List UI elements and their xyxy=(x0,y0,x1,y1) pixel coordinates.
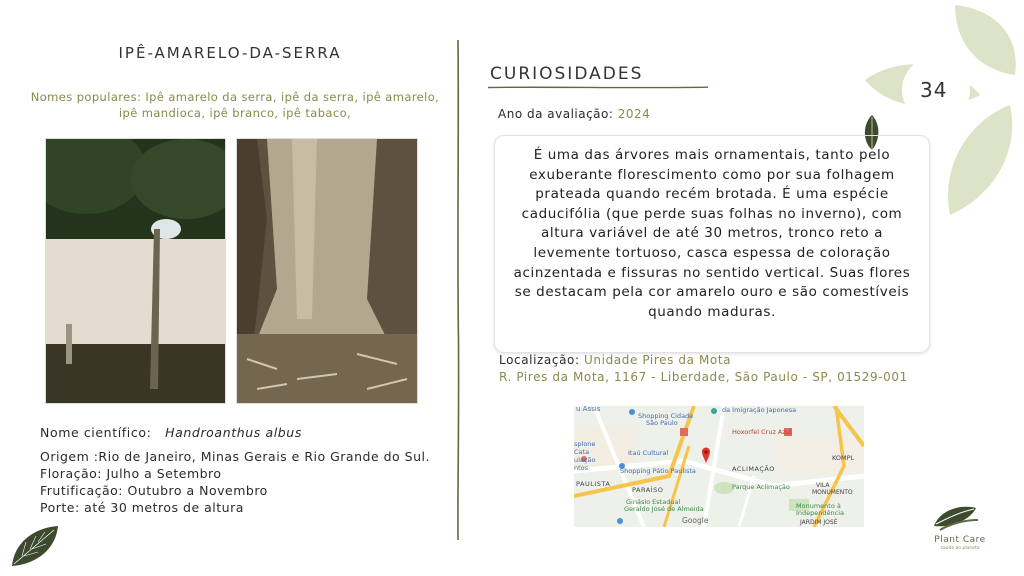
logo-tagline: saúde ao planeta xyxy=(940,546,980,551)
map-label: Monumento à xyxy=(796,502,841,510)
map-label: Shopping Pátio Paulista xyxy=(620,467,696,475)
plant-care-logo xyxy=(930,502,980,534)
google-logo: Google xyxy=(682,516,709,525)
evaluation-year xyxy=(498,107,650,121)
map-label: KOMPL xyxy=(832,454,855,462)
address: R. Pires da Mota, 1167 - Liberdade, São Paulo - SP, 01529-001 xyxy=(499,370,908,384)
description-box xyxy=(494,135,930,353)
map-label: u Assis xyxy=(576,406,601,413)
map-label: Shopping Cidade xyxy=(638,412,694,420)
trunk-photo xyxy=(236,138,418,404)
page-number: 34 xyxy=(920,78,948,102)
origin: Origem :Rio de Janeiro, Minas Gerais e Rio Grande do Sul. xyxy=(40,449,430,464)
map-label: VILA xyxy=(816,482,830,489)
scientific-name: Handroanthus albus xyxy=(165,425,302,440)
size: Porte: até 30 metros de altura xyxy=(40,500,244,515)
map-label: Ginásio Estadual xyxy=(626,498,681,506)
column-divider xyxy=(456,40,460,540)
map-label: Itaú Cultural xyxy=(628,449,669,457)
flowering: Floração: Julho a Setembro xyxy=(40,466,222,481)
species-info xyxy=(40,448,430,516)
map-label: splone xyxy=(574,440,596,448)
description-text: É uma das árvores mais ornamentais, tanto pelo exuberante florescimento como por sua folhagem prateada quando recém brotada. É uma espécie caducifólia (que perde suas folhas no inverno), com altura variável de até 30 metros, tronco reto a levemente tortuoso, casca espessa de coloração acinzentada e fissuras no sentido vertical. Suas flores se destacam pela cor amarelo ouro e são comestíveis quando maduras. xyxy=(513,147,911,320)
year-value: 2024 xyxy=(617,107,651,121)
location-block xyxy=(499,352,908,386)
map-label: Geraldo José de Almeida xyxy=(624,505,704,513)
location-row xyxy=(499,352,908,369)
map-label: Cata xyxy=(574,448,590,456)
map-label: ACLIMAÇÃO xyxy=(732,465,775,473)
map-label: ntos xyxy=(574,464,589,472)
curiosities-title: CURIOSIDADES xyxy=(490,64,644,84)
species-title: IPÊ-AMARELO-DA-SERRA xyxy=(118,44,342,62)
map-label: JARDIM JOSÉ xyxy=(800,519,838,526)
map-label: da Imigração Japonesa xyxy=(722,406,797,414)
map-label: Independência xyxy=(796,509,845,517)
map-label: PARAÍSO xyxy=(632,486,664,494)
map-label: São Paulo xyxy=(646,419,678,427)
map-label: MONUMENTO xyxy=(812,489,853,496)
tree-photo xyxy=(45,138,226,404)
scientific-name-row xyxy=(40,425,302,440)
location-label: Localização: xyxy=(499,353,580,367)
location-map[interactable] xyxy=(574,406,864,527)
leaf-icon xyxy=(8,522,62,570)
year-label: Ano da avaliação: xyxy=(498,107,614,121)
map-label: Hoxorfel Cruz Azul xyxy=(732,428,792,436)
popular-names: Nomes populares: Ipê amarelo da serra, ipê da serra, ipê amarelo, ipê mandioca, ipê branco, ipê tabaco, xyxy=(30,90,440,120)
map-label: PAULISTA xyxy=(576,480,611,488)
location-value: Unidade Pires da Mota xyxy=(584,353,732,367)
map-label: Parque Aclimação xyxy=(732,483,790,491)
map-label: ulação xyxy=(574,456,596,464)
logo-name: Plant Care xyxy=(934,535,986,545)
title-underline xyxy=(488,86,708,89)
fruiting: Frutificação: Outubro a Novembro xyxy=(40,483,268,498)
scientific-label: Nome científico: xyxy=(40,425,152,440)
